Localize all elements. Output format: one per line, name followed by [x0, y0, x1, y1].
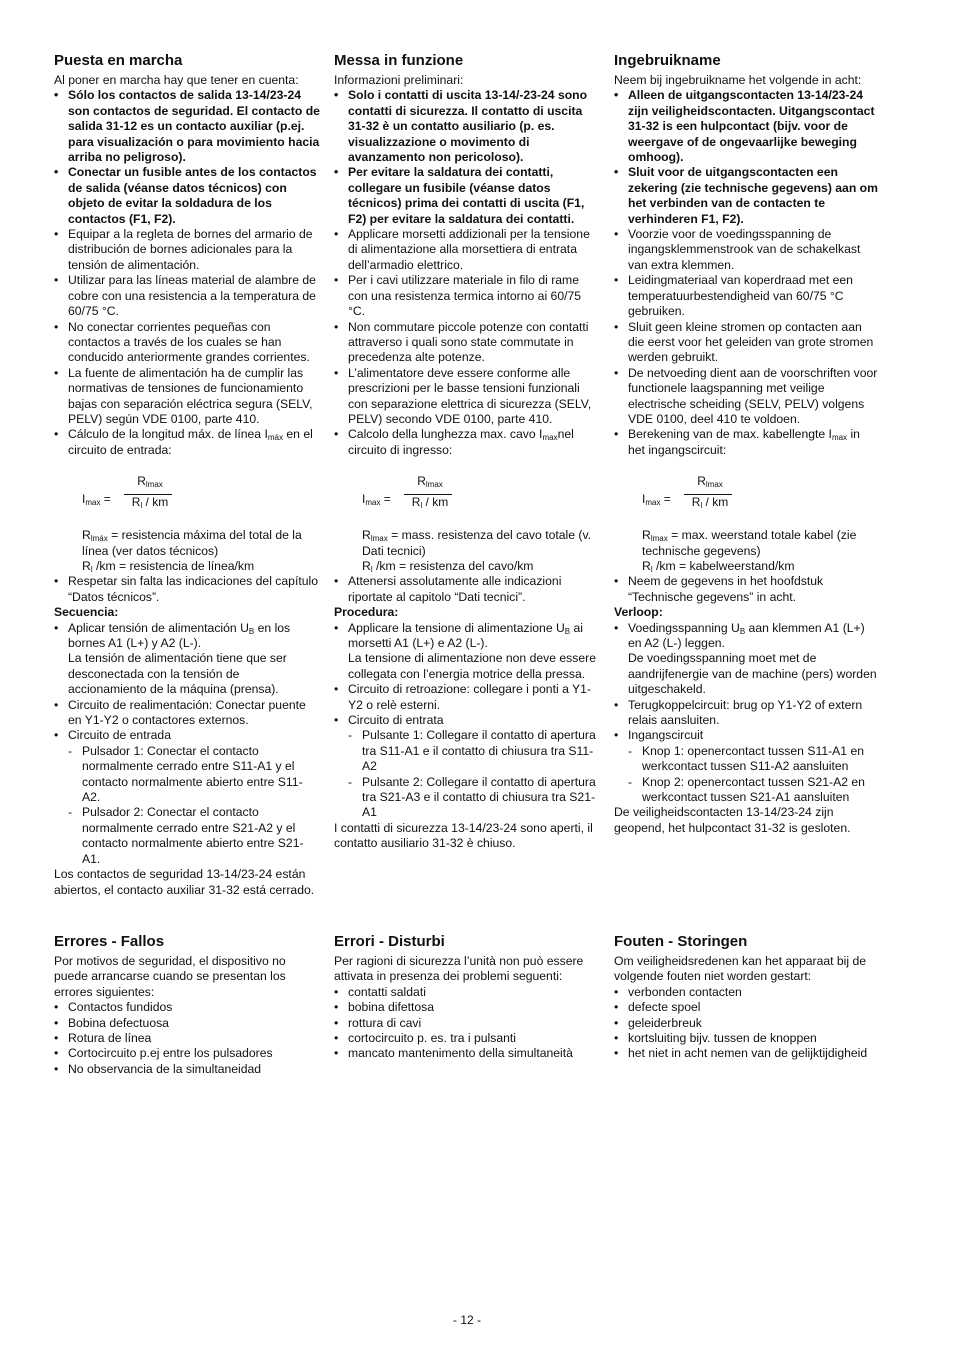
list-item: • Bobina defectuosa [54, 1016, 320, 1031]
text: Applicare la tensione di alimentazione U [348, 620, 565, 635]
formula-numerator [688, 474, 732, 489]
instruction-list [54, 88, 320, 458]
text: Circuito de entrada [68, 728, 171, 743]
text: Voedingsspanning U [628, 620, 740, 635]
text: / km [422, 495, 449, 510]
section-title: Errori - Disturbi [334, 933, 445, 950]
intro-text: Per ragioni di sicurezza l’unità non può essere attivata in presenza dei problemi seguenti: [334, 954, 584, 984]
text: R [411, 495, 421, 510]
list-item [614, 621, 880, 698]
subscript: B [739, 626, 746, 636]
page-number: - 12 - [452, 1313, 481, 1327]
list-item: • Terugkoppelcircuit: brug op Y1-Y2 of extern relais aansluiten. [614, 698, 880, 729]
sequence-list [334, 621, 600, 821]
sub-list [68, 744, 320, 867]
formula [362, 474, 600, 526]
closing-text: Los contactos de seguridad 13-14/23-24 están abiertos, el contacto auxiliar 31-32 está cerrado. [54, 867, 315, 897]
text: en el circuito de entrada: [68, 427, 313, 457]
subscript: l [90, 564, 93, 574]
sequence-heading: Verloop: [614, 605, 663, 620]
formula [642, 474, 880, 526]
intro-text: Neem bij ingebruikname het volgende in acht: [614, 73, 862, 87]
text: R [82, 528, 91, 543]
list-item: - Pulsador 2: Conectar el contacto normalmente cerrado entre S21-A2 y el contacto normalmente abierto entre S21-A1. [68, 805, 320, 867]
list-item [54, 427, 320, 458]
section-errors-es [54, 933, 320, 1077]
formula-legend [334, 559, 600, 574]
list-item [54, 728, 320, 867]
section-errors-it [334, 933, 600, 1062]
text: R [137, 474, 146, 489]
list-item: • geleiderbreuk [614, 1016, 880, 1031]
text: /km = resistenza del cavo/km [372, 558, 534, 573]
text: I [362, 492, 366, 507]
text: /km = kabelweerstand/km [652, 558, 795, 573]
text: Berekening van de max. kabellengte I [628, 427, 832, 442]
list-item: • Equipar a la regleta de bornes del armario de distribución de bornes adicionales para la tensión de alimentación. [54, 227, 320, 273]
list-item: • verbonden contacten [614, 985, 880, 1000]
text: Circuito di entrata [348, 713, 444, 728]
list-item: • mancato mantenimento della simultaneità [334, 1046, 600, 1061]
formula-legend [54, 559, 320, 574]
subscript: l [650, 564, 653, 574]
subscript: max [365, 498, 381, 508]
sequence-list [54, 621, 320, 868]
text: R [82, 558, 91, 573]
list-item: • het niet in acht nemen van de gelijktijdigheid [614, 1046, 880, 1061]
formula-lhs [362, 492, 391, 507]
text: R [642, 528, 651, 543]
subscript: l [370, 564, 373, 574]
list-item [54, 621, 320, 698]
section-title: Puesta en marcha [54, 52, 183, 69]
sub-list [628, 744, 880, 806]
formula-legend [334, 528, 600, 559]
list-item: • Circuito de realimentación: Conectar puente en Y1-Y2 o contactores externos. [54, 698, 320, 729]
formula-legend [614, 528, 880, 559]
list-item: • Per evitare la saldatura dei contatti, collegare un fusibile (véanse datos técnicos) prima dei contatti di uscita (F1, F2) per evitare la saldatura dei contatti. [334, 165, 600, 227]
list-item: • De netvoeding dient aan de voorschriften voor functionele laagspanning met veilige electrische scheiding (SELV, PELV) volgens VDE 0100, deel 410 te voldoen. [614, 366, 880, 428]
list-item: • Solo i contatti di uscita 13-14/-23-24 sono contatti di sicurezza. Il contatto di uscita 31-32 è un contatto ausiliario (p. es. visualizzazione o movimento di avanzamento non pericoloso). [334, 88, 600, 165]
subscript: max [85, 498, 101, 508]
formula-lhs [642, 492, 671, 507]
section-startup-it [334, 52, 600, 852]
sequence-heading: Procedura: [334, 605, 399, 620]
list-item: • Conectar un fusible antes de los contactos de salida (véanse datos técnicos) con objeto de evitar la soldadura de los contactos (F1, F2). [54, 165, 320, 227]
instruction-list [334, 88, 600, 458]
closing-text: I contatti di sicurezza 13-14/23-24 sono aperti, il contatto ausiliario 31-32 è chiuso. [334, 820, 593, 851]
subscript: lmax [650, 534, 668, 544]
error-list [334, 985, 600, 1062]
list-item: • Respetar sin falta las indicaciones del capítulo “Datos técnicos”. [54, 574, 320, 605]
error-list [54, 1000, 320, 1077]
list-item [334, 713, 600, 821]
section-title: Messa in funzione [334, 52, 464, 69]
formula [82, 474, 320, 526]
subscript: max [645, 498, 661, 508]
formula-numerator [408, 474, 452, 489]
sequence-list [614, 621, 880, 806]
text: nel circuito di ingresso: [348, 427, 574, 457]
formula-legend [614, 559, 880, 574]
text: R [691, 495, 701, 510]
text: R [131, 495, 141, 510]
list-item: - Knop 2: openercontact tussen S21-A2 en werkcontact tussen S21-A1 aansluiten [628, 775, 880, 806]
list-item: • Attenersi assolutamente alle indicazioni riportate al capitolo “Dati tecnici”. [334, 574, 600, 605]
text: Aplicar tensión de alimentación U [68, 620, 249, 635]
text: = [380, 492, 391, 507]
list-item: - Pulsador 1: Conectar el contacto normalmente cerrado entre S11-A1 y el contacto normalmente abierto entre S11-A2. [68, 744, 320, 806]
text: = [100, 492, 111, 507]
section-startup-es [54, 52, 320, 898]
subscript: l [140, 501, 143, 511]
list-item: • L’alimentatore deve essere conforme alle prescrizioni per le basse tensioni funzionali con separazione elettrica di sicurezza (SELV, PELV) secondo VDE 0100, parte 410. [334, 366, 600, 428]
section-errors-nl [614, 933, 880, 1062]
subscript: lmax [145, 480, 163, 490]
section-title: Errores - Fallos [54, 933, 165, 950]
list-item: • kortsluiting bijv. tussen de knoppen [614, 1031, 880, 1046]
subscript: max [831, 433, 848, 443]
list-item: • Cortocircuito p.ej entre los pulsadores [54, 1046, 320, 1061]
list-item: • Non commutare piccole potenze con contatti attraverso i quali sono state commutate in precedenza alte potenze. [334, 320, 600, 366]
instruction-list [614, 574, 880, 605]
list-item: • No conectar corrientes pequeñas con contactos a través de los cuales se han conducido anteriormente grandes corrientes. [54, 320, 320, 366]
instruction-list [334, 574, 600, 605]
sequence-heading: Secuencia: [54, 605, 119, 620]
text: = [660, 492, 671, 507]
list-item [614, 427, 880, 458]
list-item: • rottura di cavi [334, 1016, 600, 1031]
list-item: • Circuito di retroazione: collegare i ponti a Y1-Y2 o relè esterni. [334, 682, 600, 713]
intro-text: Om veiligheidsredenen kan het apparaat bij de volgende fouten niet worden gestart: [614, 954, 867, 984]
text: R [642, 558, 651, 573]
intro-text: Por motivos de seguridad, el dispositivo no puede arrancarse cuando se presentan los errores siguientes: [54, 954, 286, 999]
subscript: lmax [425, 480, 443, 490]
subscript: l [700, 501, 703, 511]
list-item: • Utilizar para las líneas material de alambre de cobre con una resistencia a la temperatura de 60/75 °C. [54, 273, 320, 319]
list-item [334, 427, 600, 458]
subscript: lmax [370, 534, 388, 544]
text: / km [142, 495, 169, 510]
subscript: lmax [705, 480, 723, 490]
formula-denominator [684, 495, 736, 510]
section-title: Ingebruikname [614, 52, 721, 69]
list-item: • Sluit voor de uitgangscontacten een zekering (zie technische gegevens) aan om het verbinden van de contacten te verhinderen F1, F2). [614, 165, 880, 227]
text: I [642, 492, 646, 507]
sub-list [348, 728, 600, 820]
list-item: • Applicare morsetti addizionali per la tensione di alimentazione alla morsettiera di entrata dell’armadio elettrico. [334, 227, 600, 273]
text: = mass. resistenza del cavo totale (v. Dati tecnici) [362, 528, 592, 558]
closing-text: De veiligheidscontacten 13-14/23-24 zijn geopend, het hulpcontact 31-32 is gesloten. [614, 805, 851, 835]
instruction-list [614, 88, 880, 458]
list-item: • Per i cavi utilizzare materiale in filo di rame con una resistenza termica intorno ai 60/75 °C. [334, 273, 600, 319]
text: I [82, 492, 86, 507]
text: = resistencia máxima del total de la línea (ver datos técnicos) [82, 528, 302, 558]
list-item [614, 728, 880, 805]
list-item: • Sluit geen kleine stromen op contacten aan die eerst voor het geleiden van grote stromen werden gebruikt. [614, 320, 880, 366]
subscript: B [248, 626, 255, 636]
list-item: • Rotura de línea [54, 1031, 320, 1046]
text: Cálculo de la longitud máx. de línea I [68, 427, 268, 442]
intro-text: Informazioni preliminari: [334, 73, 464, 87]
list-item: • Neem de gegevens in het hoofdstuk “Technische gegevens” in acht. [614, 574, 880, 605]
subscript: B [564, 626, 571, 636]
list-item: • Alleen de uitgangscontacten 13-14/23-24 zijn veiligheidscontacten. Uitgangscontact 31-32 is een hulpcontact (bijv. voor de weergave of de ongevaarlijke beweging omhoog). [614, 88, 880, 165]
list-item: • No observancia de la simultaneidad [54, 1062, 320, 1077]
subscript: l [420, 501, 423, 511]
section-startup-nl [614, 52, 880, 836]
text: Ingangscircuit [628, 728, 704, 743]
text: aan klemmen A1 (L+) en A2 (L-) leggen. [628, 620, 865, 650]
list-item: • bobina difettosa [334, 1000, 600, 1015]
text: Calcolo della lunghezza max. cavo I [348, 427, 543, 442]
list-item: • Voorzie voor de voedingsspanning de ingangsklemmenstrook van de schakelkast van extra klemmen. [614, 227, 880, 273]
list-item: • defecte spoel [614, 1000, 880, 1015]
list-item [334, 621, 600, 683]
text: = max. weerstand totale kabel (zie technische gegevens) [642, 528, 857, 558]
formula-lhs [82, 492, 111, 507]
section-title: Fouten - Storingen [614, 933, 748, 950]
list-item: - Pulsante 1: Collegare il contatto di apertura tra S11-A1 e il contatto di chiusura tra S11-A2 [348, 728, 600, 774]
list-item: - Pulsante 2: Collegare il contatto di apertura tra S21-A3 e il contatto di chiusura tra S21-A1 [348, 775, 600, 821]
text: ai morsetti A1 (L+) e A2 (L-). [348, 620, 584, 650]
text: R [417, 474, 426, 489]
text: /km = resistencia de línea/km [92, 558, 255, 573]
instruction-list [54, 574, 320, 605]
list-item: • Sólo los contactos de salida 13-14/23-24 son contactos de seguridad. El contacto de salida 31-12 es un contacto auxiliar (p.ej. para visualización o para movimiento hacia arriba no peligroso). [54, 88, 320, 165]
subscript: lmáx [90, 534, 108, 544]
list-item: • Contactos fundidos [54, 1000, 320, 1015]
error-list [614, 985, 880, 1062]
list-item: • Leidingmateriaal van koperdraad met een temperatuurbestendigheid van 60/75 °C gebruiken. [614, 273, 880, 319]
list-item: • cortocircuito p. es. tra i pulsanti [334, 1031, 600, 1046]
list-item: • contatti saldati [334, 985, 600, 1000]
formula-denominator [124, 495, 176, 510]
text: / km [702, 495, 729, 510]
text: en los bornes A1 (L+) y A2 (L-). [68, 620, 291, 650]
formula-numerator [128, 474, 172, 489]
text: La tensión de alimentación tiene que ser desconectada con la tensión de accionamiento de la máquina (prensa). [68, 651, 287, 697]
text: De voedingsspanning moet met de aandrijfenergie van de machine (pers) worden uitgeschakeld. [628, 651, 877, 697]
text: R [362, 528, 371, 543]
subscript: max [542, 433, 558, 443]
subscript: máx [267, 433, 283, 443]
text: in het ingangscircuit: [628, 427, 860, 457]
intro-text: Al poner en marcha hay que tener en cuenta: [54, 73, 299, 87]
text: R [697, 474, 706, 489]
formula-legend [54, 528, 320, 559]
list-item: - Knop 1: openercontact tussen S11-A1 en werkcontact tussen S11-A2 aansluiten [628, 744, 880, 775]
formula-denominator [404, 495, 456, 510]
text: La tensione di alimentazione non deve essere collegata con l’energia motrice della pressa. [348, 651, 596, 681]
text: R [362, 558, 371, 573]
list-item: • La fuente de alimentación ha de cumplir las normativas de tensiones de funcionamiento bajas con separación eléctrica segura (SELV, PELV) según VDE 0100, parte 410. [54, 366, 320, 428]
